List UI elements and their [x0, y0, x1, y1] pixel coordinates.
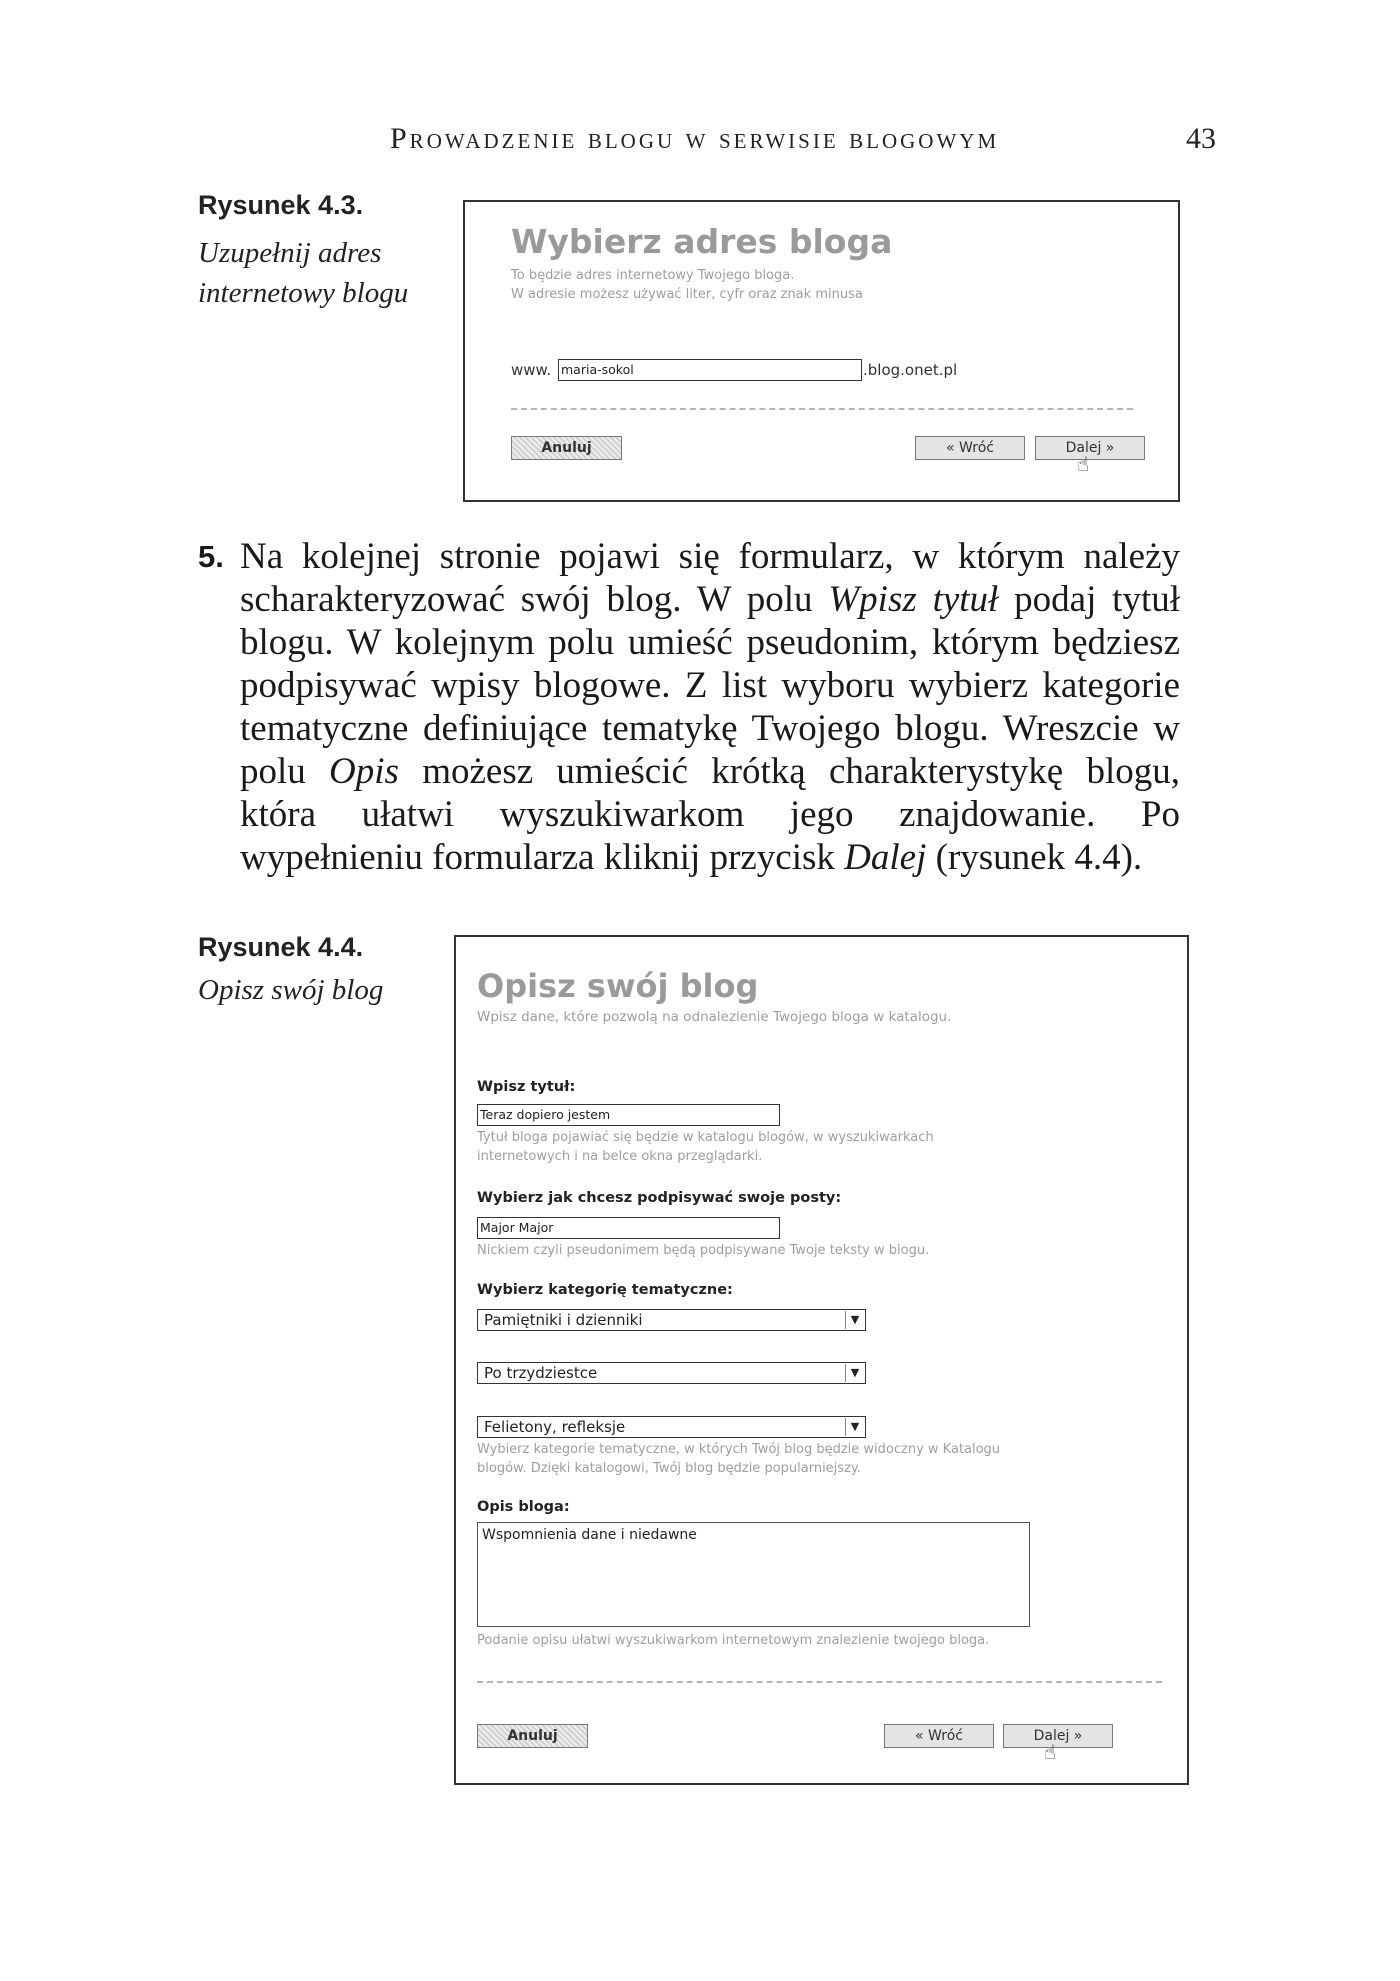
step-paragraph [198, 535, 1181, 879]
back-button[interactable]: « Wróć [915, 436, 1025, 460]
title-input[interactable]: Teraz dopiero jestem [477, 1104, 780, 1126]
hint-text: Wybierz kategorie tematyczne, w których Twój blog będzie widoczny w Katalogu [477, 1442, 1001, 1457]
blog-address-screenshot [463, 200, 1180, 502]
divider [477, 1681, 1162, 1683]
step-number: 5. [198, 539, 224, 574]
cancel-button[interactable]: Anuluj [511, 436, 622, 460]
hand-cursor-icon: ☝ [1044, 1740, 1057, 1764]
paragraph-text: (rysunek 4.4). [926, 837, 1143, 878]
figure-caption: Opisz swój blog [198, 974, 384, 1006]
description-label: Opis bloga: [477, 1499, 570, 1515]
back-button[interactable]: « Wróć [884, 1724, 994, 1748]
button-name-emphasis: Dalej [844, 837, 927, 878]
hint-text: Nickiem czyli pseudonimem będą podpisywane Twoje teksty w blogu. [477, 1243, 930, 1258]
screenshot-title: Wybierz adres bloga [511, 222, 893, 261]
blog-address-input[interactable]: maria-sokol [558, 359, 862, 381]
blog-description-screenshot [454, 935, 1189, 1785]
selected-category: Felietony, refleksje [484, 1418, 626, 1436]
field-name-emphasis: Wpisz tytuł [828, 579, 999, 620]
header-title: Prowadzenie blogu w serwisie blogowym [390, 122, 1000, 155]
figure-label: Rysunek 4.3. [198, 190, 364, 220]
hint-text: Tytuł bloga pojawiać się będzie w katalogu blogów, w wyszukiwarkach [477, 1130, 934, 1145]
figure-label: Rysunek 4.4. [198, 932, 364, 962]
hand-cursor-icon: ☝ [1077, 452, 1090, 476]
figure-caption-line: Uzupełnij adres [198, 237, 382, 269]
category-select-2[interactable] [477, 1362, 866, 1384]
page-number: 43 [1186, 122, 1216, 155]
hint-text: W adresie możesz używać liter, cyfr oraz znak minusa [511, 287, 863, 302]
cancel-button[interactable]: Anuluj [477, 1724, 588, 1748]
figure-caption-line: internetowy blogu [198, 277, 409, 309]
screenshot-title: Opisz swój blog [477, 967, 759, 1005]
next-button[interactable]: Dalej » [1035, 436, 1145, 460]
paragraph-text: możesz umieścić krótką charakterystykę blogu, która ułatwi wyszukiwarkom jego znajdowanie. Po wypełnieniu formularza kliknij przycisk [240, 751, 1180, 878]
title-label: Wpisz tytuł: [477, 1079, 576, 1095]
chevron-down-icon: ▼ [845, 1364, 864, 1382]
category-select-1[interactable] [477, 1309, 866, 1331]
divider [511, 408, 1133, 410]
chevron-down-icon: ▼ [845, 1418, 864, 1436]
next-button[interactable]: Dalej » [1003, 1724, 1113, 1748]
chevron-down-icon: ▼ [845, 1311, 864, 1329]
address-suffix: .blog.onet.pl [863, 361, 958, 379]
address-prefix: www. [511, 361, 552, 379]
nickname-label: Wybierz jak chcesz podpisywać swoje posty: [477, 1190, 842, 1206]
hint-text: blogów. Dzięki katalogowi, Twój blog będzie popularniejszy. [477, 1461, 861, 1476]
field-name-emphasis: Opis [329, 751, 399, 792]
subtitle-text: Wpisz dane, które pozwolą na odnalezienie Twojego bloga w katalogu. [477, 1009, 952, 1025]
category-label: Wybierz kategorię tematyczne: [477, 1282, 733, 1298]
paragraph-text: podaj tytuł blogu. W kolejnym polu umieść pseudonim, którym będziesz podpisywać wpisy blogowe. Z list wyboru wybierz kategorie tematyczne definiujące tematykę Twojego blogu. Wreszcie w polu [240, 579, 1181, 792]
category-select-3[interactable] [477, 1416, 866, 1438]
selected-category: Po trzydziestce [484, 1364, 598, 1382]
description-textarea[interactable]: Wspomnienia dane i niedawne [477, 1522, 1030, 1627]
hint-text: To będzie adres internetowy Twojego bloga. [511, 268, 795, 283]
hint-text: internetowych i na belce okna przeglądarki. [477, 1149, 763, 1164]
nickname-input[interactable]: Major Major [477, 1217, 780, 1239]
hint-text: Podanie opisu ułatwi wyszukiwarkom internetowym znalezienie twojego bloga. [477, 1633, 990, 1648]
paragraph-text: Na kolejnej stronie pojawi się formularz, w którym należy scharakteryzować swój blog. W polu [240, 536, 1180, 620]
selected-category: Pamiętniki i dzienniki [484, 1311, 643, 1329]
running-header [390, 122, 1216, 156]
